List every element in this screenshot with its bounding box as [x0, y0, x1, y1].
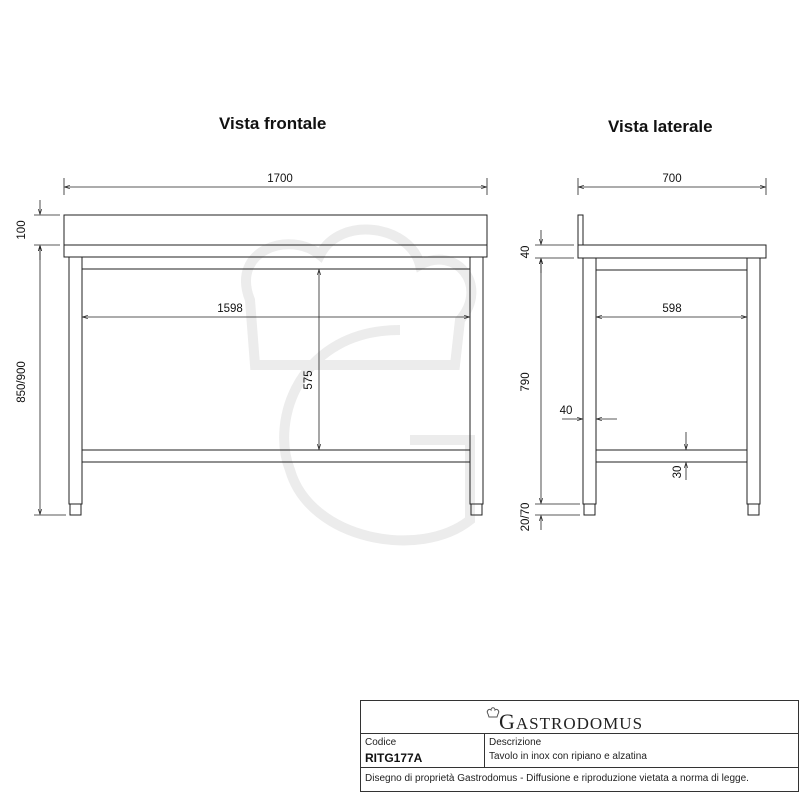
dim-side-leg-width: 40 [559, 405, 573, 417]
side-leg-right [747, 258, 760, 504]
brand-initial: G [499, 709, 516, 734]
code-label: Codice [365, 737, 397, 748]
side-top [578, 245, 766, 258]
side-backsplash [578, 215, 583, 245]
dim-side-foot: 20/70 [520, 502, 532, 532]
front-backsplash [64, 215, 487, 245]
dim-side-inner-depth: 598 [662, 303, 682, 315]
brand-name: ASTRODOMUS [515, 714, 644, 733]
front-leg-left [69, 257, 82, 504]
description-label: Descrizione [489, 737, 542, 748]
dim-side-depth: 700 [662, 173, 682, 185]
ownership-notice: Disegno di proprietà Gastrodomus - Diffusione e riproduzione vietata a norma di legge. [365, 773, 749, 784]
dim-side-shelf-thickness: 30 [672, 465, 684, 479]
dim-front-width: 1700 [267, 173, 293, 185]
front-foot-left [70, 504, 81, 515]
dim-side-top-thickness: 40 [520, 245, 532, 259]
dim-front-inner-width: 1598 [217, 303, 243, 315]
side-foot-right [748, 504, 759, 515]
front-dimension-lines [34, 178, 487, 515]
side-leg-left [583, 258, 596, 504]
dim-front-shelf-height: 575 [303, 370, 315, 390]
front-view-title: Vista frontale [219, 114, 327, 133]
brand-logo [361, 701, 798, 734]
front-upper-rail [82, 257, 470, 269]
side-view-title: Vista laterale [608, 117, 713, 136]
side-dimension-lines [535, 178, 766, 530]
front-shelf [82, 450, 470, 462]
dim-front-height: 850/900 [16, 361, 28, 403]
side-upper-rail [596, 258, 747, 270]
dim-side-leg-height: 790 [520, 372, 532, 392]
side-foot-left [584, 504, 595, 515]
title-block [360, 700, 799, 792]
description-value: Tavolo in inox con ripiano e alzatina [489, 751, 647, 762]
code-value: RITG177A [365, 751, 423, 765]
watermark-logo [246, 230, 471, 541]
side-shelf [596, 450, 747, 462]
dim-front-backsplash: 100 [16, 220, 28, 240]
